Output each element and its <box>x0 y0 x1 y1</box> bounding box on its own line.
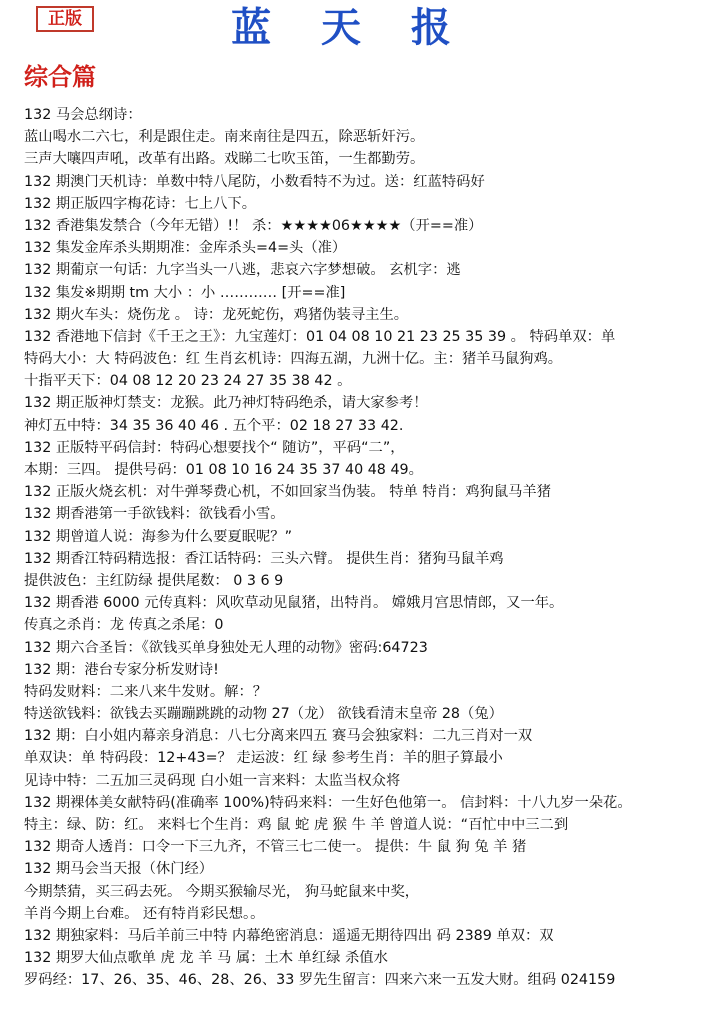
text-line: 见诗中特：二五加三灵码现 白小姐一言来料：太监当权众将 <box>24 772 401 789</box>
text-line: 132 期香港 6000 元传真料：风吹草动见鼠猪，出特肖。 嫦娥月宫思情郎，又一年。 <box>24 595 564 612</box>
text-line: 132 马会总纲诗： <box>24 107 142 123</box>
content-lines <box>24 104 714 992</box>
text-line: 132 集发金库杀头期期准：金库杀头=4=头（准） <box>24 240 347 257</box>
text-line: 特码发财料：二来八来牛发财。解：？ <box>24 683 268 700</box>
text-line: 三声大嚷四声吼，改革有出路。戏睇二七吹玉笛，一生都勤劳。 <box>24 151 425 168</box>
text-line: 132 期马会当天报（休门经） <box>24 861 214 878</box>
text-line: 132 香港地下信封《千王之王》：九宝莲灯：01 04 08 10 21 23 25 35 39 。 特码单双：单 <box>24 328 616 345</box>
text-line: 单双诀：单 特码段：12+43=？ 走运波：红 绿 参考生肖：羊的胆子算最小 <box>24 750 503 767</box>
text-line: 132 期正版神灯禁支：龙猴。此乃神灯特码绝杀，请大家参考！ <box>24 395 428 412</box>
text-line: 今期禁猜，买三码去死。 今期买猴输尽光， 狗马蛇鼠来中奖， <box>24 883 420 900</box>
text-line: 特送欲钱料：欲钱去买蹦蹦跳跳的动物 27（龙） 欲钱看清末皇帝 28（兔） <box>24 706 503 723</box>
newspaper-title: 蓝 天 报 <box>231 4 469 51</box>
text-line: 神灯五中特：34 35 36 40 46 . 五个平：02 18 27 33 42. <box>24 417 404 434</box>
text-line: 132 期葡京一句话：九字当头一八逃，悲哀六字梦想破。 玄机字：逃 <box>24 262 461 279</box>
edition-badge: 正版 <box>36 6 94 32</box>
text-line: 提供波色：主红防绿 提供尾数： 0 3 6 9 <box>24 572 284 589</box>
text-line: 传真之杀肖：龙 传真之杀尾：0 <box>24 617 224 634</box>
text-line: 特主：绿、防：红。 来料七个生肖：鸡 鼠 蛇 虎 猴 牛 羊 曾道人说：“百忙中中三二到 <box>24 817 569 833</box>
text-line: 132 期：港台专家分析发财诗! <box>24 661 219 678</box>
text-line: 132 期奇人透肖：口令一下三九齐，不管三七二使一。 提供：牛 鼠 狗 兔 羊 猪 <box>24 839 527 856</box>
text-line: 132 期六合圣旨：《欲钱买单身独处无人理的动物》密码:64723 <box>24 639 428 656</box>
text-line: 132 期曾道人说：海参为什么要夏眠呢？” <box>24 528 292 545</box>
section-title: 综合篇 <box>24 62 96 91</box>
text-line: 羊肖今期上台难。 还有特肖彩民想。。 <box>24 905 265 922</box>
text-line: 十指平天下：04 08 12 20 23 24 27 35 38 42 。 <box>24 373 352 390</box>
text-line: 132 期香江特码精选报：香江话特码：三头六臂。 提供生肖：猪狗马鼠羊鸡 <box>24 550 504 567</box>
text-line: 132 集发※期期 tm 大小 ：小 ………… [开==准] <box>24 284 346 301</box>
text-line: 蓝山喝水二六七，利是跟住走。南来南往是四五，除恶斩奸污。 <box>24 129 425 146</box>
text-line: 本期：三四。 提供号码：01 08 10 16 24 35 37 40 48 49。 <box>24 462 423 478</box>
text-line: 132 期火车头：烧伤龙 。 诗：龙死蛇伤，鸡猪伪装寻主生。 <box>24 306 409 323</box>
text-line: 132 期：白小姐内幕亲身消息：八七分离来四五 赛马会独家料：二九三肖对一双 <box>24 728 533 745</box>
text-line: 132 香港集发禁合（今年无错）!！ 杀：★★★★06★★★★（开==准） <box>24 217 483 234</box>
text-line: 132 正版火烧玄机：对牛弹琴费心机，不如回家当伪装。 特单 特肖：鸡狗鼠马羊猪 <box>24 484 552 501</box>
text-line: 罗码经：17、26、35、46、28、26、33 罗先生留言：四来六来一五发大财。组码 024159 <box>24 972 616 989</box>
text-line: 132 期裸体美女献特码(准确率 100%)特码来料：一生好色他第一。 信封料：十八九岁一朵花。 <box>24 794 632 811</box>
text-line: 特码大小：大 特码波色：红 生肖玄机诗：四海五湖，九洲十亿。主：猪羊马鼠狗鸡。 <box>24 351 563 368</box>
text-line: 132 期正版四字梅花诗：七上八下。 <box>24 195 256 212</box>
text-line: 132 期香港第一手欲钱料：欲钱看小雪。 <box>24 506 285 523</box>
text-line: 132 期独家料：马后羊前三中特 内幕绝密消息：遥遥无期待四出 码 2389 单双：双 <box>24 927 554 944</box>
text-line: 132 期罗大仙点歌单 虎 龙 羊 马 属：土木 单红绿 杀值水 <box>24 950 388 967</box>
text-line: 132 正版特平码信封：特码心想要找个“ 随访”，平码“二”， <box>24 439 405 456</box>
text-line: 132 期澳门天机诗：单数中特八尾防，小数看特不为过。送：红蓝特码好 <box>24 173 485 190</box>
